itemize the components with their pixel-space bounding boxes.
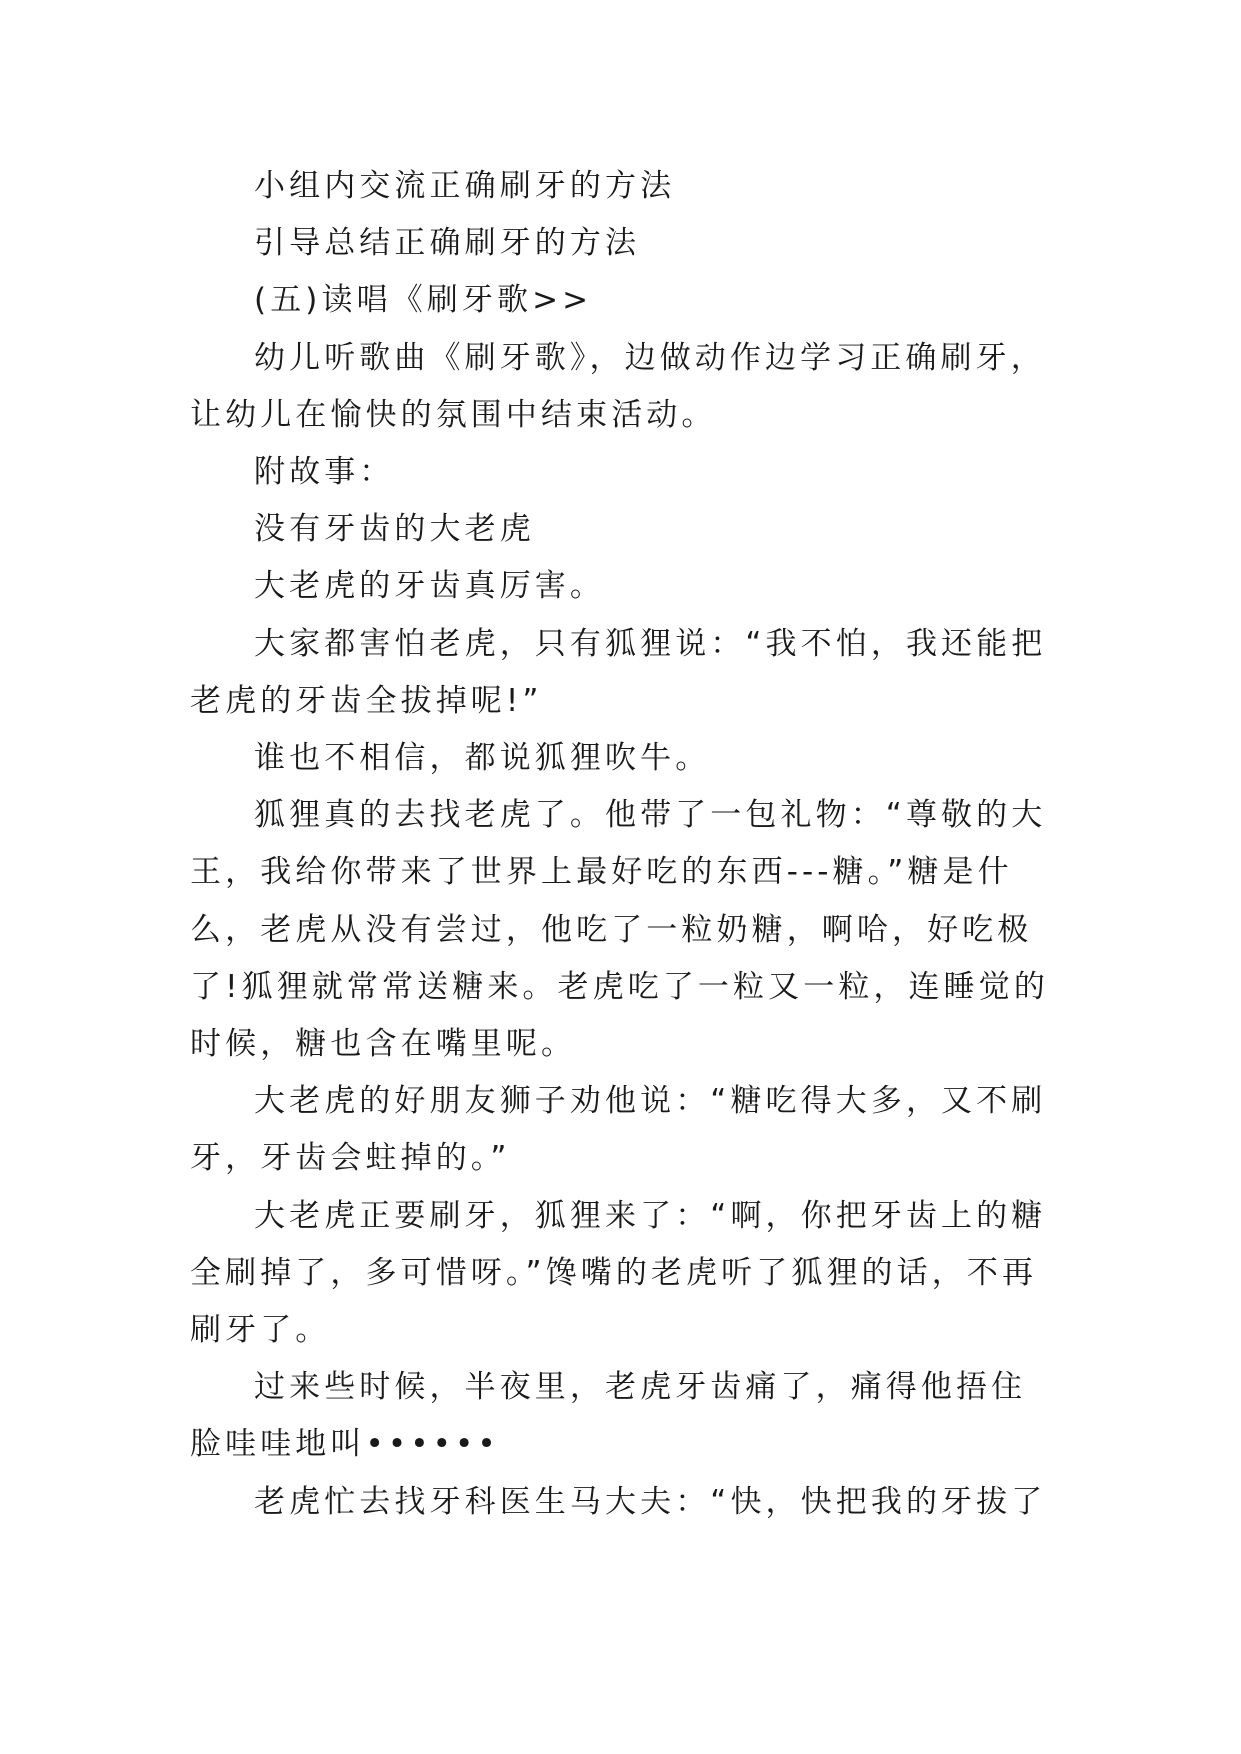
story-paragraph: 过来些时候，半夜里，老虎牙齿痛了，痛得他捂住脸哇哇地叫•••••• — [190, 1369, 1027, 1463]
story-paragraph: 大老虎正要刷牙，狐狸来了：“啊，你把牙齿上的糖全刷掉了，多可惜呀。”馋嘴的老虎听了狐狸的话，不再刷牙了。 — [190, 1197, 1047, 1349]
paragraph-summary: 引导总结正确刷牙的方法 — [254, 225, 641, 262]
story-paragraph: 老虎忙去找牙科医生马大夫：“快，快把我的牙拔了 — [254, 1483, 1047, 1520]
story-paragraph: 谁也不相信，都说狐狸吹牛。 — [254, 740, 711, 777]
story-paragraph: 狐狸真的去找老虎了。他带了一包礼物：“尊敬的大王，我给你带来了世界上最好吃的东西---糖。”糖是什么，老虎从没有尝过，他吃了一粒奶糖，啊哈，好吃极了!狐狸就常常送糖来。老虎吃了一粒又一粒，连睡觉的时候，糖也含在嘴里呢。 — [190, 797, 1049, 1063]
story-paragraph: 大家都害怕老虎，只有狐狸说：“我不怕，我还能把老虎的牙齿全拔掉呢!” — [190, 625, 1047, 719]
document-body — [190, 158, 1060, 1531]
paragraph-group-discussion: 小组内交流正确刷牙的方法 — [254, 168, 676, 204]
paragraph-appendix-label: 附故事： — [254, 454, 395, 491]
story-paragraph: 大老虎的好朋友狮子劝他说：“糖吃得大多，又不刷牙，牙齿会蛀掉的。” — [190, 1083, 1047, 1177]
paragraph-song-activity: 幼儿听歌曲《刷牙歌》，边做动作边学习正确刷牙，让幼儿在愉快的氛围中结束活动。 — [190, 339, 1046, 433]
paragraph-section-five: (五)读唱《刷牙歌>> — [254, 282, 593, 319]
story-title: 没有牙齿的大老虎 — [254, 511, 535, 548]
story-paragraph: 大老虎的牙齿真厉害。 — [254, 568, 605, 605]
